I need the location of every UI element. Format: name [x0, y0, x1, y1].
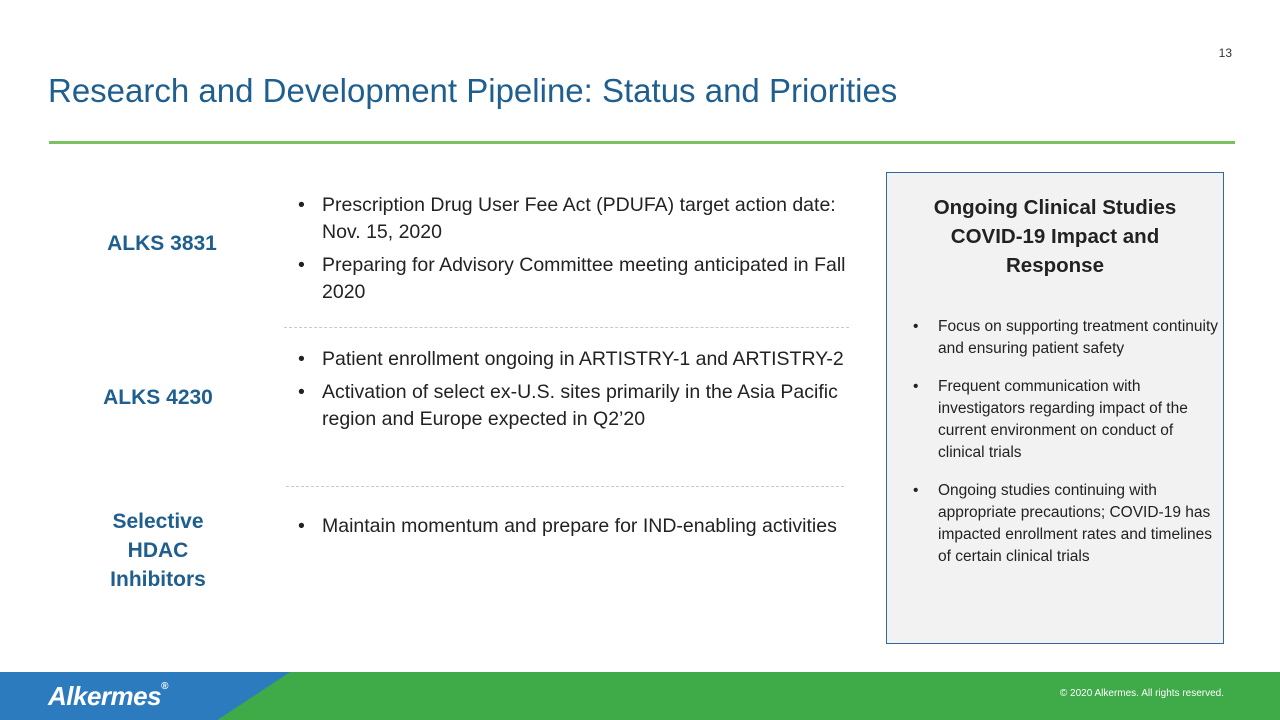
program-bullets-alks-4230	[296, 346, 852, 439]
list-item: • Ongoing studies continuing with appropriate precautions; COVID-19 has impacted enrollment rates and timelines of certain clinical trials	[901, 480, 1221, 568]
page-number: 13	[1218, 46, 1232, 60]
panel-title-line: Ongoing Clinical Studies	[933, 196, 1177, 219]
program-label-line: Selective	[112, 510, 204, 533]
program-label-alks-4230: ALKS 4230	[103, 386, 213, 409]
program-label-line: HDAC	[127, 539, 189, 562]
panel-title-line: COVID-19 Impact and	[950, 225, 1160, 248]
program-bullets-alks-3831	[296, 192, 852, 312]
list-item: • Focus on supporting treatment continuity and ensuring patient safety	[901, 316, 1221, 360]
panel-title-line: Response	[1006, 254, 1104, 277]
alkermes-logo	[48, 681, 168, 712]
row-divider	[284, 327, 849, 328]
list-item: • Maintain momentum and prepare for IND-enabling activities	[296, 513, 852, 540]
list-item: • Patient enrollment ongoing in ARTISTRY-1 and ARTISTRY-2	[296, 346, 852, 373]
list-item: • Activation of select ex-U.S. sites primarily in the Asia Pacific region and Europe expected in Q2’20	[296, 379, 852, 433]
panel-title	[887, 193, 1223, 280]
row-divider	[286, 486, 844, 487]
footer-bar	[0, 672, 1280, 720]
program-label-hdac	[92, 507, 224, 594]
list-item: • Frequent communication with investigators regarding impact of the current environment on conduct of clinical trials	[901, 376, 1221, 464]
title-divider	[49, 141, 1235, 144]
list-item: • Prescription Drug User Fee Act (PDUFA) target action date: Nov. 15, 2020	[296, 192, 852, 246]
logo-text: Alkermes	[48, 681, 162, 711]
copyright-notice: © 2020 Alkermes. All rights reserved.	[1059, 688, 1224, 699]
slide-title: Research and Development Pipeline: Status and Priorities	[48, 72, 898, 109]
list-item: • Preparing for Advisory Committee meeting anticipated in Fall 2020	[296, 252, 852, 306]
registered-mark: ®	[161, 681, 168, 692]
covid-impact-panel	[886, 172, 1224, 644]
program-bullets-hdac	[296, 513, 852, 546]
program-label-line: Inhibitors	[110, 568, 206, 591]
program-label-alks-3831: ALKS 3831	[107, 232, 217, 255]
panel-bullets	[901, 316, 1221, 584]
